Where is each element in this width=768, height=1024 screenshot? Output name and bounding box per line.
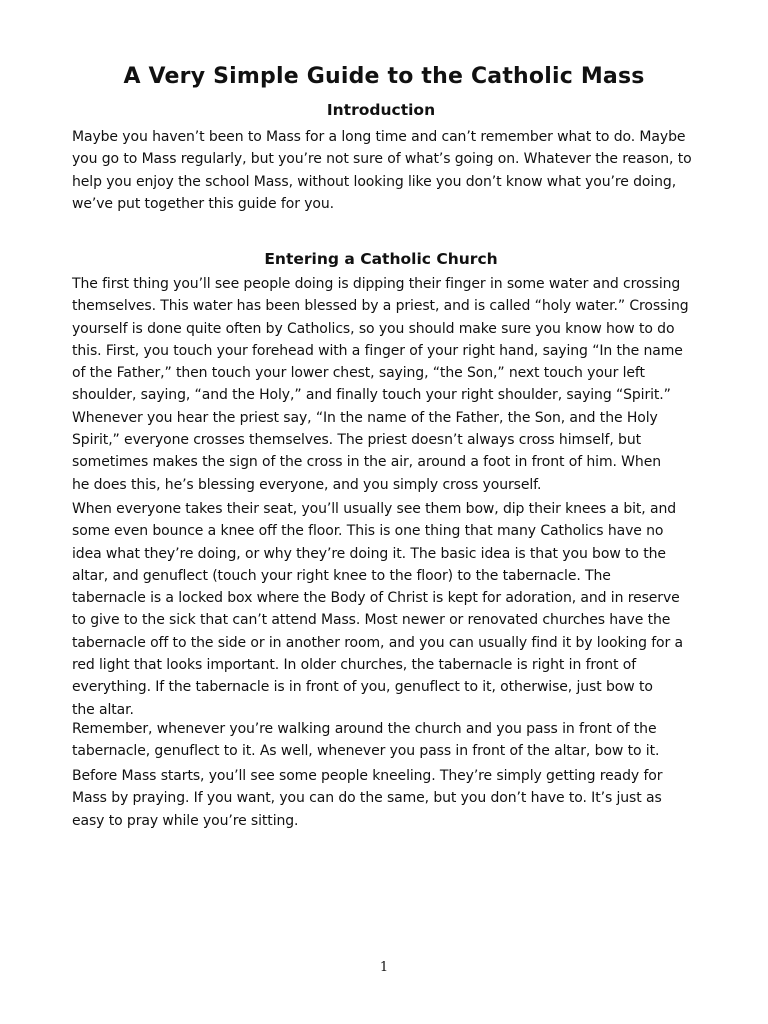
text-line: red light that looks important. In older churches, the tabernacle is right in front of — [72, 657, 637, 674]
introduction-heading: Introduction — [326, 101, 436, 119]
text-line: Remember, whenever you’re walking around the church and you pass in front of the — [72, 721, 657, 737]
text-line: tabernacle off to the side or in another room, and you can usually find it by looking for a — [72, 634, 684, 651]
text-line: he does this, he’s blessing everyone, and you simply cross yourself. — [72, 476, 542, 493]
document-title: A Very Simple Guide to the Catholic Mass — [123, 64, 645, 89]
holy-water-paragraph — [72, 273, 702, 496]
text-line: the altar. — [72, 701, 134, 718]
text-line: some even bounce a knee off the floor. This is one thing that many Catholics have no — [72, 523, 664, 540]
remember-paragraph — [72, 718, 702, 763]
text-line: themselves. This water has been blessed by a priest, and is called “holy water.” Crossing — [72, 298, 689, 315]
text-line: to give to the sick that can’t attend Mass. Most newer or renovated churches have the — [72, 612, 671, 629]
entering-church-heading: Entering a Catholic Church — [264, 250, 498, 268]
text-line: of the Father,” then touch your lower chest, saying, “the Son,” next touch your left — [72, 365, 645, 382]
text-line: this. First, you touch your forehead with a finger of your right hand, saying “In the name — [72, 342, 683, 359]
text-line: When everyone takes their seat, you’ll usually see them bow, dip their knees a bit, and — [72, 501, 677, 517]
text-line: we’ve put together this guide for you. — [72, 195, 334, 212]
text-line: yourself is done quite often by Catholics, so you should make sure you know how to do — [72, 320, 675, 337]
text-line: sometimes makes the sign of the cross in the air, around a foot in front of him. When — [72, 454, 661, 471]
text-line: Maybe you haven’t been to Mass for a long time and can’t remember what to do. Maybe — [72, 129, 686, 145]
text-line: easy to pray while you’re sitting. — [72, 812, 299, 829]
text-line: Whenever you hear the priest say, “In the name of the Father, the Son, and the Holy — [72, 409, 658, 426]
text-line: you go to Mass regularly, but you’re not sure of what’s going on. Whatever the reason, to — [72, 151, 692, 168]
introduction-paragraph — [72, 126, 702, 215]
text-line: Mass by praying. If you want, you can do the same, but you don’t have to. It’s just as — [72, 790, 662, 807]
text-line: shoulder, saying, “and the Holy,” and finally touch your right shoulder, saying “Spirit.” — [72, 387, 671, 404]
page-number: 1 — [379, 960, 389, 975]
text-line: Before Mass starts, you’ll see some people kneeling. They’re simply getting ready for — [72, 768, 663, 784]
text-line: Spirit,” everyone crosses themselves. The priest doesn’t always cross himself, but — [72, 432, 642, 449]
text-line: help you enjoy the school Mass, without looking like you don’t know what you’re doing, — [72, 173, 677, 190]
text-line: tabernacle, genuflect to it. As well, whenever you pass in front of the altar, bow to it. — [72, 743, 660, 760]
text-line: altar, and genuflect (touch your right knee to the floor) to the tabernacle. The — [72, 567, 611, 584]
text-line: tabernacle is a locked box where the Body of Christ is kept for adoration, and in reserve — [72, 590, 680, 607]
text-line: everything. If the tabernacle is in front of you, genuflect to it, otherwise, just bow to — [72, 679, 653, 696]
text-line: idea what they’re doing, or why they’re doing it. The basic idea is that you bow to the — [72, 545, 666, 562]
genuflect-paragraph — [72, 498, 702, 721]
before-mass-paragraph — [72, 765, 702, 832]
text-line: The first thing you’ll see people doing is dipping their finger in some water and crossing — [72, 276, 681, 292]
